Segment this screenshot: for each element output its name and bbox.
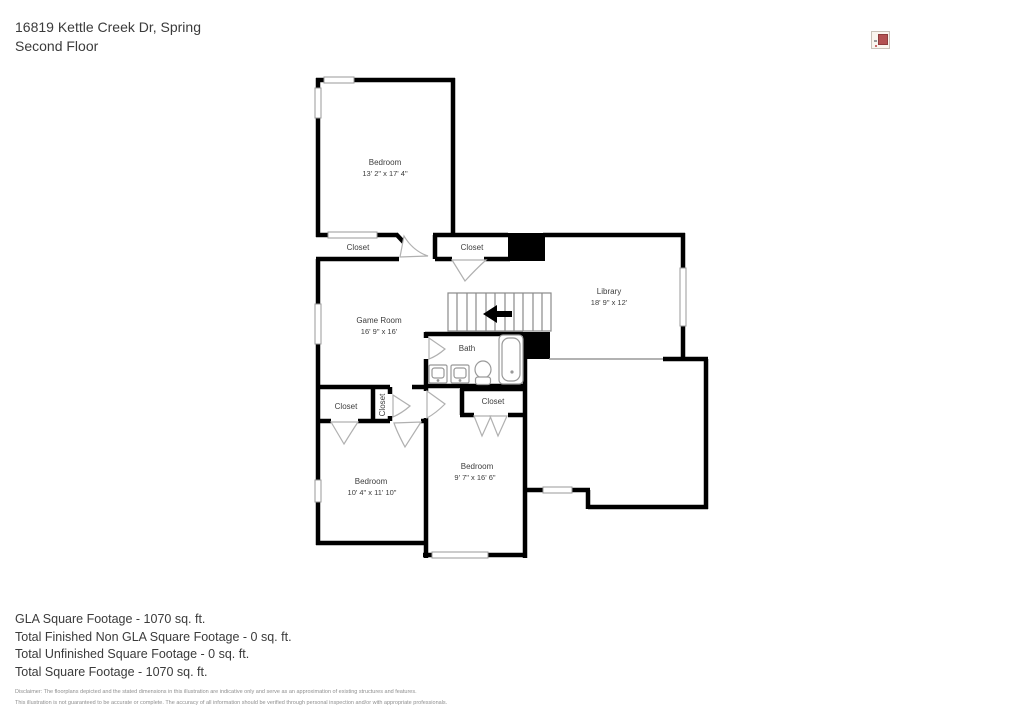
floor-subtitle: Second Floor <box>15 37 99 54</box>
wall-block-top <box>508 233 545 261</box>
disclaimer-text <box>15 687 447 710</box>
square-footage-summary <box>15 611 292 681</box>
room-label-bedroom-top: Bedroom <box>368 158 402 167</box>
room-label-game-room: Game Room <box>356 316 402 325</box>
door-bedroom-middle <box>427 391 445 418</box>
bathtub <box>499 335 523 384</box>
summary-line-total: Total Square Footage - 1070 sq. ft. <box>15 664 208 679</box>
door-closet-top-middle <box>452 260 486 281</box>
door-bath <box>429 338 445 359</box>
room-dims-game-room: 16' 9" x 16' <box>360 327 398 336</box>
room-label-closet-top-left: Closet <box>346 243 370 252</box>
room-label-closet-bedroom-mid: Closet <box>481 397 505 406</box>
room-label-bedroom-bottom-left: Bedroom <box>354 477 388 486</box>
wall-block-bath <box>523 332 550 359</box>
room-label-closet-top-middle: Closet <box>460 243 484 252</box>
address-title: 16819 Kettle Creek Dr, Spring <box>15 19 201 35</box>
room-label-bath: Bath <box>458 344 476 353</box>
door-closet-bottom-left <box>331 422 358 444</box>
summary-line-non-gla: Total Finished Non GLA Square Footage - 0 sq. ft. <box>15 629 292 644</box>
room-dims-bedroom-bottom-middle: 9' 7" x 16' 6" <box>454 473 496 482</box>
room-label-closet-bottom-left: Closet <box>334 402 358 411</box>
disclaimer-line-1: Disclaimer: The floorplans depicted and the stated dimensions in this illustration are indicative only and serve as an approximation of existing structures and features. <box>15 689 417 695</box>
door-closet-mid-left-leaf <box>474 416 491 436</box>
door-closet-top-left <box>400 236 428 257</box>
room-dims-bedroom-top: 13' 2" x 17' 4" <box>362 169 408 178</box>
room-label-closet-small: Closet <box>378 393 387 417</box>
disclaimer-line-2: This illustration is not guaranteed to be accurate or complete. The accuracy of all information should be verified through personal inspection and/or with appropriate professionals. <box>15 700 448 707</box>
room-dims-library: 18' 9" x 12' <box>590 298 628 307</box>
sink-left <box>429 365 447 383</box>
door-closet-mid-right-leaf <box>490 416 507 436</box>
toilet <box>475 361 491 385</box>
summary-line-gla: GLA Square Footage - 1070 sq. ft. <box>15 612 206 626</box>
room-dims-bedroom-bottom-left: 10' 4" x 11' 10" <box>347 488 397 497</box>
summary-line-unfinished: Total Unfinished Square Footage - 0 sq. ft. <box>15 647 250 662</box>
door-swings <box>331 236 507 447</box>
door-bedroom-bottom-left <box>394 422 421 447</box>
sink-right <box>451 365 469 383</box>
bath-fixtures <box>429 335 523 385</box>
room-label-library: Library <box>596 287 622 296</box>
room-label-bedroom-bottom-middle: Bedroom <box>460 462 494 471</box>
door-closet-small <box>393 395 410 417</box>
